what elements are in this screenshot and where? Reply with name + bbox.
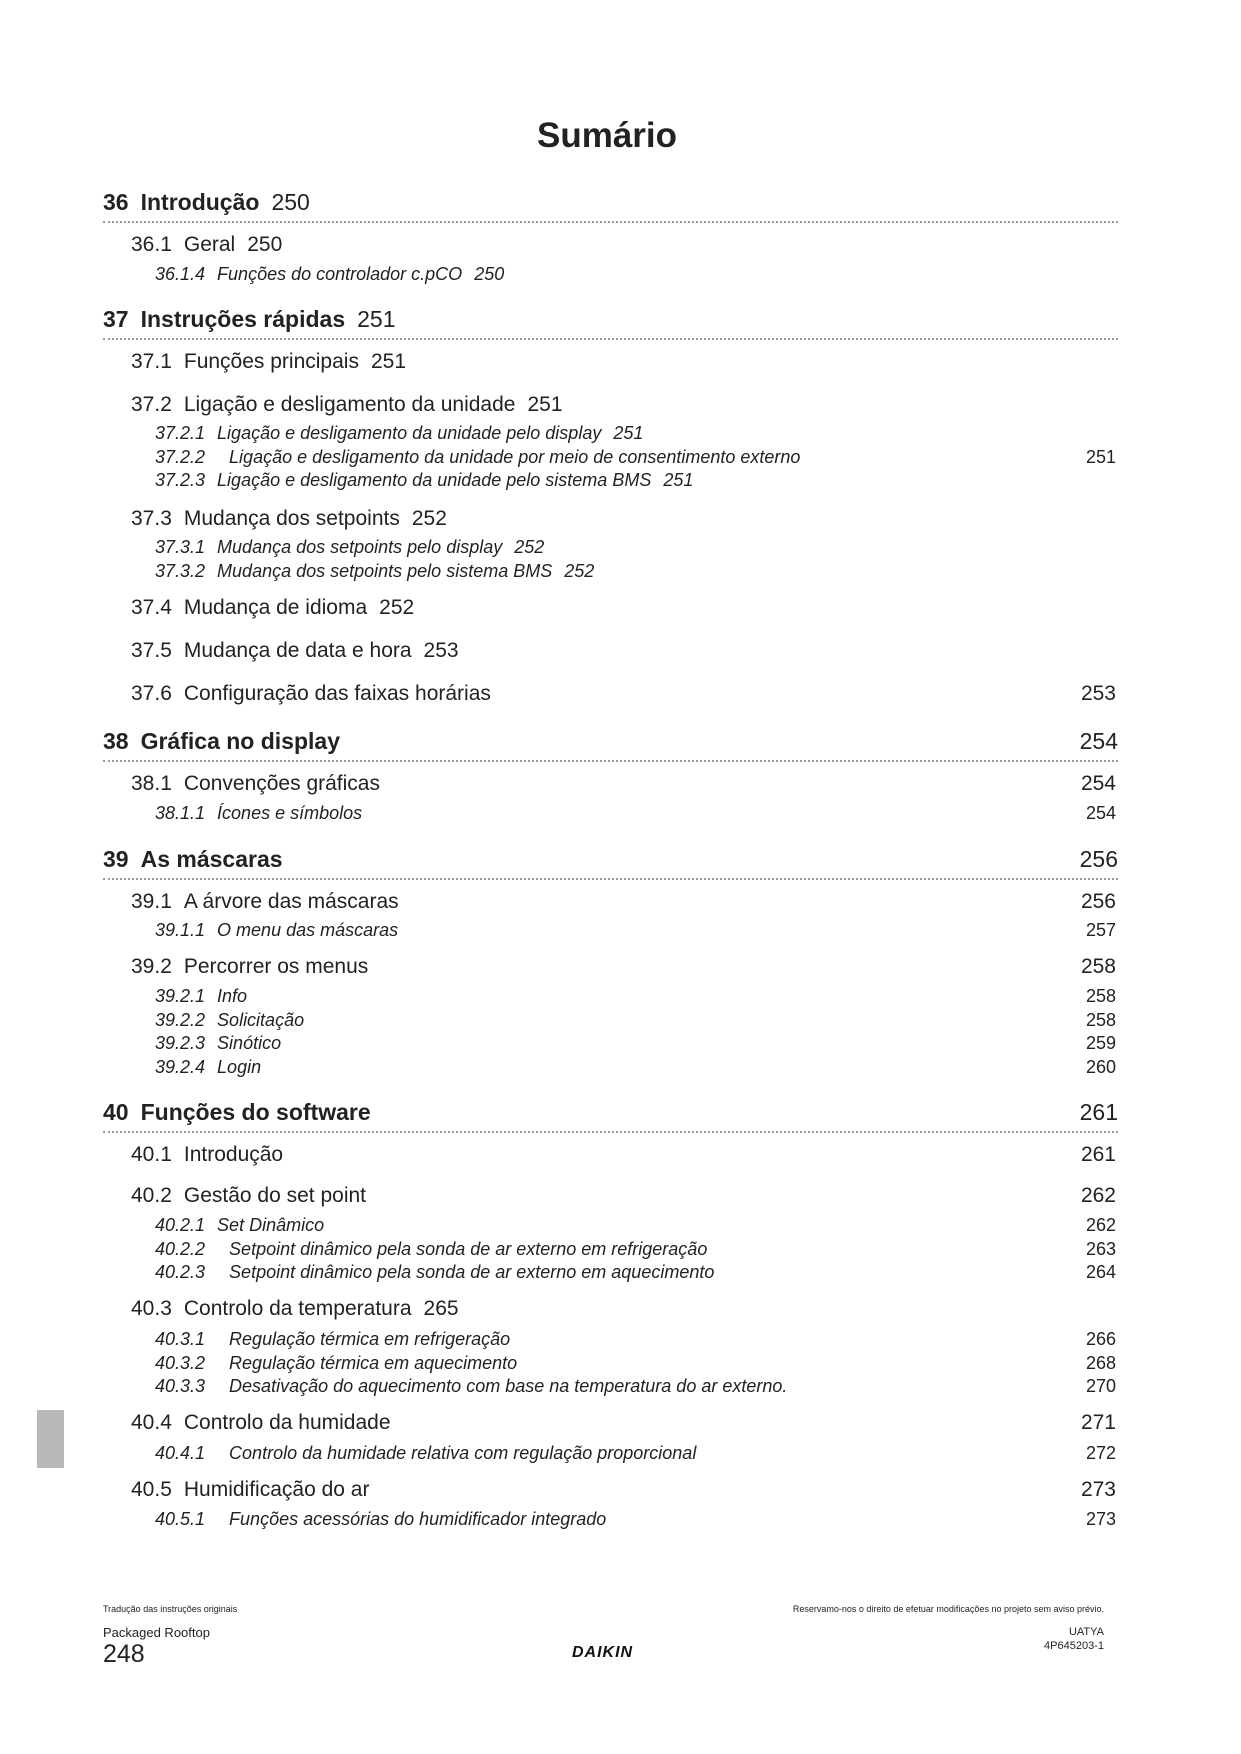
entry-page: 254	[1079, 728, 1118, 754]
toc-subsection-40-2-3[interactable]	[155, 1262, 1116, 1292]
entry-title: Mudança de data e hora	[183, 639, 412, 662]
toc-subsection-36-1-4[interactable]	[155, 264, 1116, 294]
entry-number: 37.2	[131, 393, 172, 416]
entry-title: O menu das máscaras	[217, 920, 399, 940]
entry-number: 39.1	[131, 890, 172, 913]
rights-note: Reservamo-nos o direito de efetuar modificações no projeto sem aviso prévio.	[792, 1604, 1104, 1614]
entry-page: 258	[1085, 986, 1116, 1006]
entry-page: 259	[1085, 1033, 1116, 1053]
toc-chapter-36[interactable]	[103, 189, 1118, 223]
entry-title: Humidificação do ar	[183, 1478, 370, 1501]
entry-number: 40.2.2	[155, 1239, 206, 1259]
entry-number: 39.2	[131, 955, 172, 978]
entry-number: 39	[103, 846, 129, 872]
entry-title: Setpoint dinâmico pela sonda de ar externo em refrigeração	[229, 1239, 708, 1259]
entry-number: 37.2.1	[155, 423, 206, 443]
entry-title: Ligação e desligamento da unidade pelo display	[217, 423, 602, 443]
entry-title: Mudança dos setpoints	[183, 507, 400, 530]
entry-number: 40.2.3	[155, 1262, 206, 1282]
entry-title: Funções acessórias do humidificador integrado	[229, 1509, 607, 1529]
toc-section-37-2[interactable]	[131, 393, 1116, 423]
toc-chapter-40[interactable]	[103, 1099, 1118, 1133]
entry-page: 264	[1085, 1262, 1116, 1282]
entry-number: 40.4	[131, 1411, 172, 1434]
entry-page: 266	[1085, 1329, 1116, 1349]
entry-page: 250	[271, 189, 310, 215]
toc-section-40-2[interactable]	[131, 1184, 1116, 1214]
daikin-logo: DAIKIN	[572, 1644, 634, 1661]
toc-section-37-5[interactable]	[131, 639, 1116, 669]
entry-page: 272	[1085, 1443, 1116, 1463]
toc-subsection-40-5-1[interactable]	[155, 1509, 1116, 1539]
entry-number: 38	[103, 728, 129, 754]
toc-section-36-1[interactable]	[131, 233, 1116, 263]
entry-title: Ligação e desligamento da unidade pelo sistema BMS	[217, 470, 652, 490]
entry-number: 37.4	[131, 596, 172, 619]
toc-subsection-40-3-3[interactable]	[155, 1376, 1116, 1406]
entry-number: 39.2.1	[155, 986, 206, 1006]
entry-page: 263	[1085, 1239, 1116, 1259]
page-title: Sumário	[536, 116, 678, 155]
entry-page: 252	[379, 596, 415, 619]
entry-page: 251	[1085, 447, 1116, 467]
entry-page: 262	[1085, 1215, 1116, 1235]
entry-page: 252	[514, 537, 545, 557]
entry-title: Funções do controlador c.pCO	[217, 264, 463, 284]
entry-title: Introdução	[183, 1143, 284, 1166]
entry-title: Mudança dos setpoints pelo sistema BMS	[217, 561, 553, 581]
entry-number: 38.1.1	[155, 803, 206, 823]
entry-page: 262	[1080, 1184, 1116, 1207]
entry-page: 252	[411, 507, 447, 530]
entry-title: Funções do software	[140, 1099, 371, 1125]
entry-title: Ícones e símbolos	[217, 803, 363, 823]
entry-page: 250	[247, 233, 283, 256]
entry-page: 254	[1085, 803, 1116, 823]
entry-page: 258	[1085, 1010, 1116, 1030]
entry-number: 39.2.3	[155, 1033, 206, 1053]
entry-number: 40.3.1	[155, 1329, 206, 1349]
entry-number: 39.1.1	[155, 920, 206, 940]
entry-page: 253	[423, 639, 459, 662]
entry-title: Gráfica no display	[140, 728, 340, 754]
toc-section-37-6[interactable]	[131, 682, 1116, 712]
entry-number: 40.3	[131, 1297, 172, 1320]
entry-page: 273	[1080, 1478, 1116, 1501]
entry-page: 256	[1080, 890, 1116, 913]
entry-title: Controlo da humidade relativa com regulação proporcional	[229, 1443, 697, 1463]
entry-page: 251	[663, 470, 694, 490]
entry-title: Sinótico	[217, 1033, 282, 1053]
toc-subsection-39-2-4[interactable]	[155, 1057, 1116, 1087]
entry-title: Info	[217, 986, 248, 1006]
entry-page: 251	[370, 350, 407, 373]
toc-section-40-4[interactable]	[131, 1411, 1116, 1441]
toc-section-40-3[interactable]	[131, 1297, 1116, 1327]
entry-title: Ligação e desligamento da unidade	[183, 393, 516, 416]
entry-title: Solicitação	[217, 1010, 305, 1030]
toc-chapter-38[interactable]	[103, 728, 1118, 762]
entry-page: 265	[423, 1297, 459, 1320]
toc-section-40-1[interactable]	[131, 1143, 1116, 1173]
toc-section-38-1[interactable]	[131, 772, 1116, 802]
entry-title: As máscaras	[140, 846, 283, 872]
entry-number: 37.6	[131, 682, 172, 705]
entry-title: Introdução	[140, 189, 260, 215]
toc-subsection-38-1-1[interactable]	[155, 803, 1116, 833]
toc-section-37-1[interactable]	[131, 350, 1116, 380]
entry-number: 40.1	[131, 1143, 172, 1166]
toc-subsection-37-3-2[interactable]	[155, 561, 1116, 591]
entry-number: 37.3.2	[155, 561, 206, 581]
entry-page: 261	[1079, 1099, 1118, 1125]
entry-number: 40.2.1	[155, 1215, 206, 1235]
entry-number: 37.3.1	[155, 537, 206, 557]
entry-number: 39.2.4	[155, 1057, 206, 1077]
document-code: 4P645203-1	[1044, 1640, 1104, 1652]
entry-number: 36.1.4	[155, 264, 206, 284]
product-name: Packaged Rooftop	[103, 1625, 210, 1640]
entry-title: Funções principais	[183, 350, 359, 373]
toc-chapter-37[interactable]	[103, 306, 1118, 340]
toc-subsection-40-4-1[interactable]	[155, 1443, 1116, 1473]
entry-number: 38.1	[131, 772, 172, 795]
entry-number: 39.2.2	[155, 1010, 206, 1030]
entry-number: 40.2	[131, 1184, 172, 1207]
entry-title: Geral	[183, 233, 236, 256]
toc-section-37-4[interactable]	[131, 596, 1116, 626]
entry-page: 256	[1079, 846, 1118, 872]
entry-title: Controlo da humidade	[183, 1411, 391, 1434]
entry-title: Gestão do set point	[183, 1184, 366, 1207]
toc-section-37-3[interactable]	[131, 507, 1116, 537]
entry-title: Convenções gráficas	[183, 772, 380, 795]
entry-number: 40.3.3	[155, 1376, 206, 1396]
entry-title: Mudança de idioma	[183, 596, 368, 619]
entry-page: 253	[1080, 682, 1116, 705]
entry-page: 258	[1080, 955, 1116, 978]
entry-title: Instruções rápidas	[140, 306, 346, 332]
toc-section-39-1[interactable]	[131, 890, 1116, 920]
entry-number: 36	[103, 189, 129, 215]
entry-number: 37	[103, 306, 129, 332]
entry-page: 270	[1085, 1376, 1116, 1396]
entry-page: 271	[1080, 1411, 1116, 1434]
entry-title: A árvore das máscaras	[183, 890, 399, 913]
entry-page: 273	[1085, 1509, 1116, 1529]
entry-number: 40.5.1	[155, 1509, 206, 1529]
toc-subsection-39-1-1[interactable]	[155, 920, 1116, 950]
translation-note: Tradução das instruções originais	[103, 1604, 238, 1614]
entry-page: 268	[1085, 1353, 1116, 1373]
entry-title: Controlo da temperatura	[183, 1297, 412, 1320]
toc-section-39-2[interactable]	[131, 955, 1116, 985]
page-number: 248	[103, 1640, 145, 1668]
entry-page: 261	[1080, 1143, 1116, 1166]
entry-number: 40.3.2	[155, 1353, 206, 1373]
entry-title: Desativação do aquecimento com base na temperatura do ar externo.	[229, 1376, 788, 1396]
entry-number: 40	[103, 1099, 129, 1125]
entry-title: Percorrer os menus	[183, 955, 369, 978]
entry-title: Regulação térmica em aquecimento	[229, 1353, 518, 1373]
toc-section-40-5[interactable]	[131, 1478, 1116, 1508]
chapter-thumb-tab	[37, 1410, 64, 1468]
entry-page: 251	[527, 393, 563, 416]
entry-title: Login	[217, 1057, 262, 1077]
entry-number: 37.3	[131, 507, 172, 530]
entry-number: 37.2.2	[155, 447, 206, 467]
toc-subsection-37-2-3[interactable]	[155, 470, 1116, 500]
entry-title: Setpoint dinâmico pela sonda de ar externo em aquecimento	[229, 1262, 715, 1282]
entry-number: 37.2.3	[155, 470, 206, 490]
entry-title: Ligação e desligamento da unidade por meio de consentimento externo	[229, 447, 801, 467]
entry-title: Set Dinâmico	[217, 1215, 325, 1235]
entry-number: 37.1	[131, 350, 172, 373]
entry-number: 37.5	[131, 639, 172, 662]
entry-number: 36.1	[131, 233, 172, 256]
model-code: UATYA	[1068, 1626, 1104, 1638]
entry-page: 250	[474, 264, 505, 284]
entry-page: 257	[1085, 920, 1116, 940]
entry-page: 251	[613, 423, 644, 443]
entry-page: 251	[357, 306, 396, 332]
entry-title: Mudança dos setpoints pelo display	[217, 537, 503, 557]
entry-page: 260	[1085, 1057, 1116, 1077]
entry-number: 40.5	[131, 1478, 172, 1501]
entry-number: 40.4.1	[155, 1443, 206, 1463]
entry-page: 254	[1080, 772, 1116, 795]
entry-title: Regulação térmica em refrigeração	[229, 1329, 511, 1349]
entry-page: 252	[564, 561, 595, 581]
entry-title: Configuração das faixas horárias	[183, 682, 491, 705]
toc-chapter-39[interactable]	[103, 846, 1118, 880]
